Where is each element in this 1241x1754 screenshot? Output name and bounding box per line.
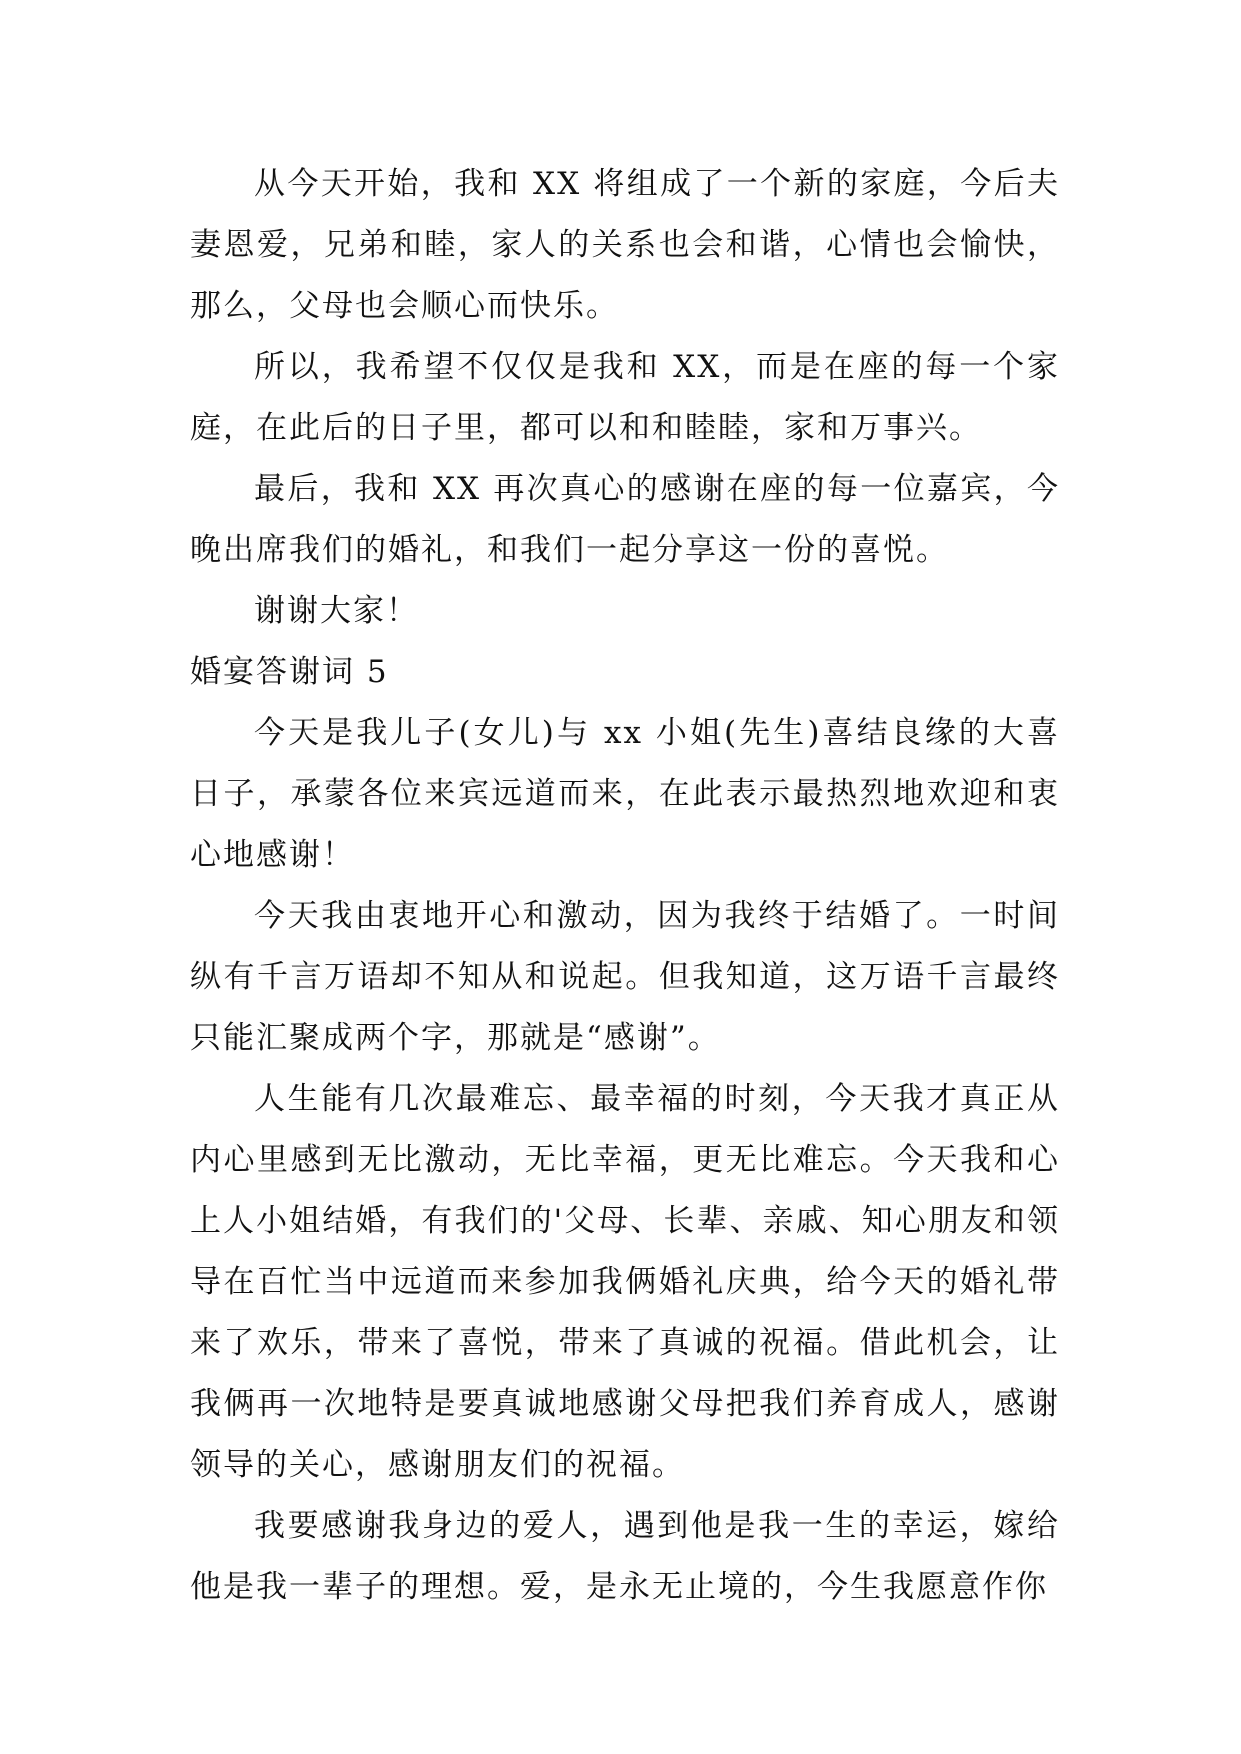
paragraph: 人生能有几次最难忘、最幸福的时刻，今天我才真正从内心里感到无比激动，无比幸福，更无比难忘。今天我和心上人小姐结婚，有我们的'父母、长辈、亲戚、知心朋友和领导在百忙当中远道而来参加我俩婚礼庆典，给今天的婚礼带来了欢乐，带来了喜悦，带来了真诚的祝福。借此机会，让我俩再一次地特是要真诚地感谢父母把我们养育成人，感谢领导的关心，感谢朋友们的祝福。 (190, 1081, 1060, 1483)
section-heading: 婚宴答谢词 5 (190, 654, 389, 690)
paragraph: 我要感谢我身边的爱人，遇到他是我一生的幸运，嫁给他是我一辈子的理想。爱，是永无止境的，今生我愿意作你 (190, 1508, 1060, 1605)
closing-line: 谢谢大家！ (254, 593, 419, 629)
paragraph: 最后，我和 XX 再次真心的感谢在座的每一位嘉宾，今晚出席我们的婚礼，和我们一起分享这一份的喜悦。 (190, 471, 1060, 568)
paragraph: 今天是我儿子(女儿)与 xx 小姐(先生)喜结良缘的大喜日子，承蒙各位来宾远道而来，在此表示最热烈地欢迎和衷心地感谢！ (190, 715, 1060, 873)
paragraph: 今天我由衷地开心和激动，因为我终于结婚了。一时间纵有千言万语却不知从和说起。但我知道，这万语千言最终只能汇聚成两个字，那就是“感谢”。 (190, 898, 1060, 1056)
paragraph: 从今天开始，我和 XX 将组成了一个新的家庭，今后夫妻恩爱，兄弟和睦，家人的关系也会和谐，心情也会愉快，那么，父母也会顺心而快乐。 (190, 166, 1060, 324)
document-body (190, 154, 1060, 1618)
paragraph: 所以，我希望不仅仅是我和 XX，而是在座的每一个家庭，在此后的日子里，都可以和和睦睦，家和万事兴。 (190, 349, 1060, 446)
